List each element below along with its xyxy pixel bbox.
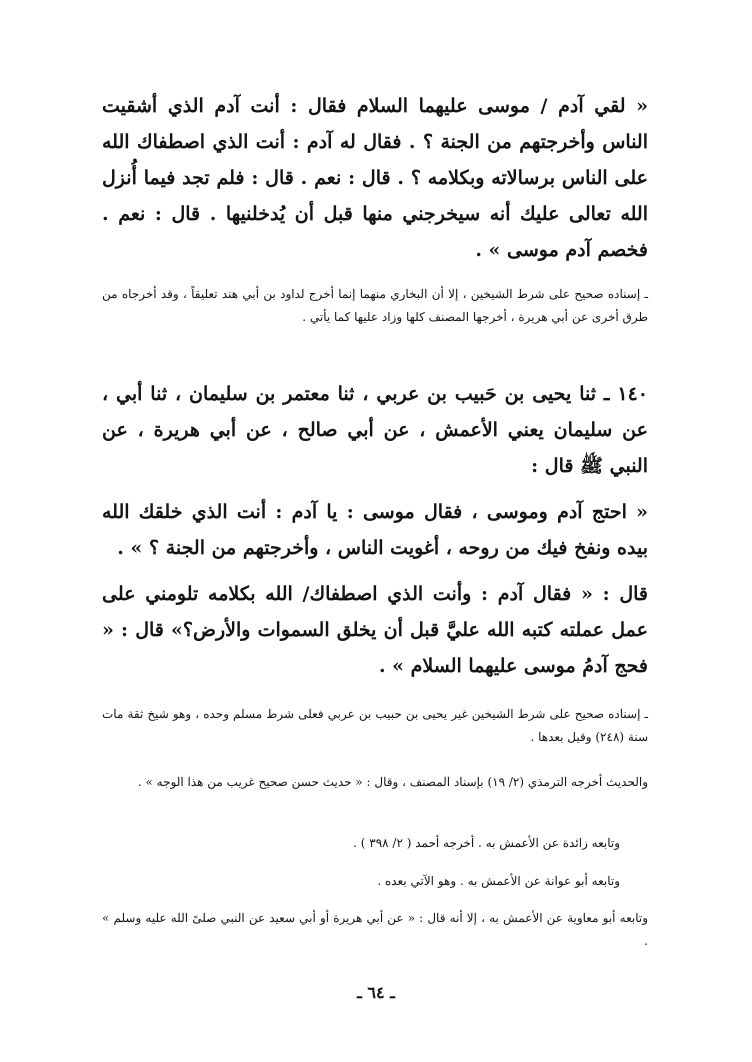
page-number: ـ ٦٤ ـ <box>357 983 395 1002</box>
hadith-140-footnote-abu-muawiyah: وتابعه أبو معاوية عن الأعمش به ، إلا أنه قال : « عن أبي هريرة أو أبي سعيد عن النبي صلىً الله عليه وسلم » . <box>102 911 648 948</box>
hadith-139-text: « لقي آدم / موسى عليهما السلام فقال : أنت آدم الذي أشقيت الناس وأخرجتهم من الجنة ؟ . فقال له آدم : أنت الذي اصطفاك الله على الناس برسالاته وبكلامه ؟ . قال : نعم . قال : فلم تجد فيما أُنزل الله تعالى عليك أنه سيخرجني منها قبل أن يُدخلنيها . قال : نعم . فخصم آدم موسى » . <box>102 95 648 261</box>
hadith-139-footnote: ـ إسناده صحيح على شرط الشيخين ، إلا أن البخاري منهما إنما أخرج لداود بن أبي هند تعليقاً ، وقد أخرجاه من طرق أخرى عن أبي هريرة ، أخرجها المصنف كلها وزاد عليها كما يأتي . <box>102 287 648 324</box>
hadith-140-footnote-tirmidhi: والحديث أخرجه الترمذي (٢/ ١٩) بإسناد المصنف ، وقال : « حديث حسن صحيح غريب من هذا الوجه » . <box>137 775 648 789</box>
hadith-140-footnote-abu-awanah: وتابعه أبو عوانة عن الأعمش به . وهو الآتي بعده . <box>377 874 620 888</box>
hadith-140-text-part-1: « احتج آدم وموسى ، فقال موسى : يا آدم : أنت الذي خلقك الله بيده ونفخ فيك من روحه ، أغويت الناس ، وأخرجتهم من الجنة ؟ » . <box>102 501 648 559</box>
hadith-140-footnote-isnad: ـ إسناده صحيح على شرط الشيخين غير يحيى بن حبيب بن عربي فعلى شرط مسلم وحده ، وهو شيخ ثقة مات سنة (٢٤٨) وقيل بعدها . <box>102 707 648 744</box>
hadith-140-isnad: ١٤٠ ـ ثنا يحيى بن حَبيب بن عربي ، ثنا معتمر بن سليمان ، ثنا أبي ، عن سليمان يعني الأعمش ، عن أبي صالح ، عن أبي هريرة ، عن النبي ﷺ قال : <box>102 383 648 477</box>
hadith-140-text-part-2: قال : « فقال آدم : وأنت الذي اصطفاك/ الله بكلامه تلومني على عمل عملته كتبه الله عليَّ قبل أن يخلق السموات والأرض؟» قال : « فحج آدمُ موسى عليهما السلام » . <box>102 583 648 677</box>
hadith-140-footnote-zaidah: وتابعه زائدة عن الأعمش به . أخرجه أحمد ( ٢/ ٣٩٨ ) . <box>353 836 620 850</box>
